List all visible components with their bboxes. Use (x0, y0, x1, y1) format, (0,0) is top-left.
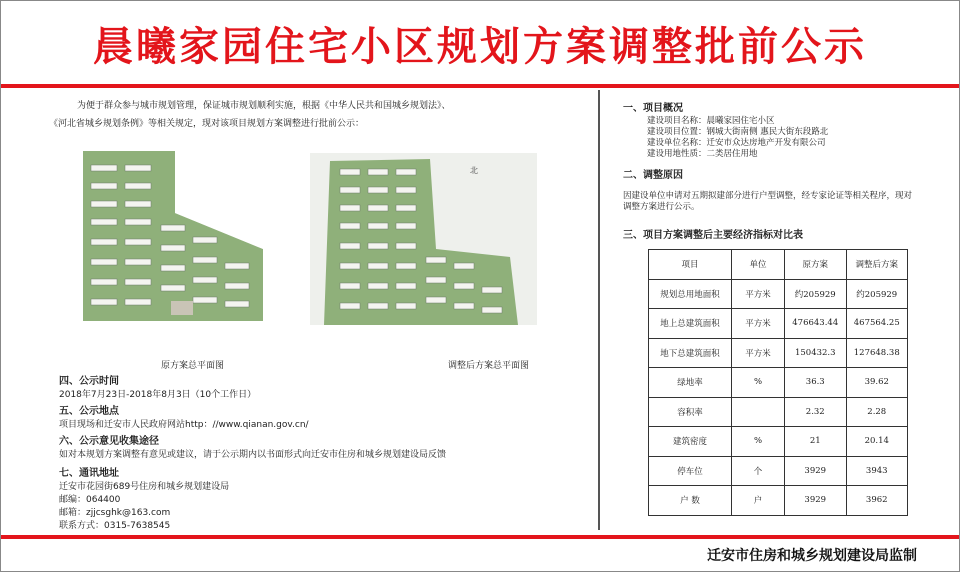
table-header-row (649, 250, 908, 280)
adjusted-site-plan-image (310, 153, 537, 325)
table-row (649, 427, 908, 457)
table-cell: 地下总建筑面积 (649, 338, 732, 368)
table-cell: 127648.38 (846, 338, 908, 368)
table-cell: 2.32 (785, 397, 847, 427)
table-cell: 平方米 (732, 309, 785, 339)
contact-postcode: 邮编：064400 (59, 495, 121, 505)
indicators-table (648, 249, 908, 516)
indicators-heading-wrap (623, 229, 913, 243)
column-divider (598, 90, 600, 530)
table-cell: 21 (785, 427, 847, 457)
table-header-cell: 调整后方案 (846, 250, 908, 280)
table-cell (732, 397, 785, 427)
table-header-cell: 单位 (732, 250, 785, 280)
project-heading: 一、项目概况 (623, 103, 683, 114)
table-cell: 个 (732, 456, 785, 486)
contact-email: 邮箱：zjjcsghk@163.com (59, 508, 171, 518)
table-row (649, 368, 908, 398)
notice-title: 晨曦家园住宅小区规划方案调整批前公示 (93, 23, 867, 70)
table-cell: 地上总建筑面积 (649, 309, 732, 339)
adjustment-reason (623, 169, 913, 213)
section-feedback (59, 435, 446, 462)
project-line: 建设单位名称：迁安市众达房地产开发有限公司 (647, 138, 826, 148)
section-place-text: 项目现场和迁安市人民政府网站http：//www.qianan.gov.cn/ (59, 420, 309, 430)
table-cell: 建筑密度 (649, 427, 732, 457)
intro-line-1: 为便于群众参与城市规划管理，保证城市规划顺利实施，根据《中华人民共和国城乡规划法》、 (77, 101, 451, 111)
table-cell: 36.3 (785, 368, 847, 398)
section-feedback-text: 如对本规划方案调整有意见或建议，请于公示期内以书面形式向迁安市住房和城乡规划建设局反馈 (59, 450, 447, 460)
contact-phone: 联系方式：0315-7638545 (59, 521, 171, 531)
section-place (59, 405, 309, 432)
project-overview (623, 102, 913, 160)
reason-heading: 二、调整原因 (623, 170, 683, 181)
table-row (649, 309, 908, 339)
project-line: 建设项目位置：钢城大街南侧 惠民大街东段路北 (647, 127, 829, 137)
table-cell: 39.62 (846, 368, 908, 398)
table-header-cell: 项目 (649, 250, 732, 280)
table-cell: 20.14 (846, 427, 908, 457)
table-cell: 停车位 (649, 456, 732, 486)
table-cell: 容积率 (649, 397, 732, 427)
table-row (649, 486, 908, 516)
table-row (649, 456, 908, 486)
project-line: 建设项目名称：晨曦家园住宅小区 (647, 116, 775, 126)
table-cell: 绿地率 (649, 368, 732, 398)
table-cell: 3943 (846, 456, 908, 486)
project-line: 建设用地性质：二类居住用地 (647, 149, 758, 159)
table-cell: % (732, 368, 785, 398)
north-label: 北 (470, 166, 478, 175)
table-cell: 467564.25 (846, 309, 908, 339)
section-time (59, 375, 256, 402)
table-cell: 3929 (785, 456, 847, 486)
table-cell: 平方米 (732, 338, 785, 368)
table-cell: 3962 (846, 486, 908, 516)
section-time-text: 2018年7月23日-2018年8月3日（10个工作日） (59, 390, 257, 400)
table-row (649, 279, 908, 309)
table-cell: 476643.44 (785, 309, 847, 339)
reason-text: 因建设单位申请对五期拟建部分进行户型调整，经专家论证等相关程序，现对调整方案进行公示。 (623, 191, 913, 212)
table-cell: 2.28 (846, 397, 908, 427)
table-cell: % (732, 427, 785, 457)
table-cell: 3929 (785, 486, 847, 516)
table-cell: 规划总用地面积 (649, 279, 732, 309)
table-cell: 约205929 (785, 279, 847, 309)
original-plan-caption: 原方案总平面图 (161, 361, 225, 371)
table-cell: 约205929 (846, 279, 908, 309)
table-cell: 150432.3 (785, 338, 847, 368)
table-row (649, 397, 908, 427)
table-row (649, 338, 908, 368)
original-site-plan-image (83, 151, 263, 321)
bottom-red-rule (1, 535, 959, 539)
top-red-rule (1, 84, 959, 88)
table-header-cell: 原方案 (785, 250, 847, 280)
table-cell: 平方米 (732, 279, 785, 309)
intro-paragraph (49, 97, 587, 133)
section-time-heading: 四、公示时间 (59, 376, 119, 387)
indicators-heading: 三、项目方案调整后主要经济指标对比表 (623, 230, 803, 241)
section-contact (59, 467, 229, 533)
table-cell: 户 数 (649, 486, 732, 516)
section-feedback-heading: 六、公示意见收集途径 (59, 436, 159, 447)
table-cell: 户 (732, 486, 785, 516)
footer-issuer: 迁安市住房和城乡规划建设局监制 (707, 548, 917, 564)
intro-line-2: 《河北省城乡规划条例》等相关规定，现对该项目规划方案调整进行批前公示： (49, 119, 365, 129)
adjusted-plan-caption: 调整后方案总平面图 (448, 361, 530, 371)
section-contact-heading: 七、通讯地址 (59, 468, 119, 479)
section-place-heading: 五、公示地点 (59, 406, 119, 417)
contact-address: 迁安市花园街689号住房和城乡规划建设局 (59, 482, 230, 492)
